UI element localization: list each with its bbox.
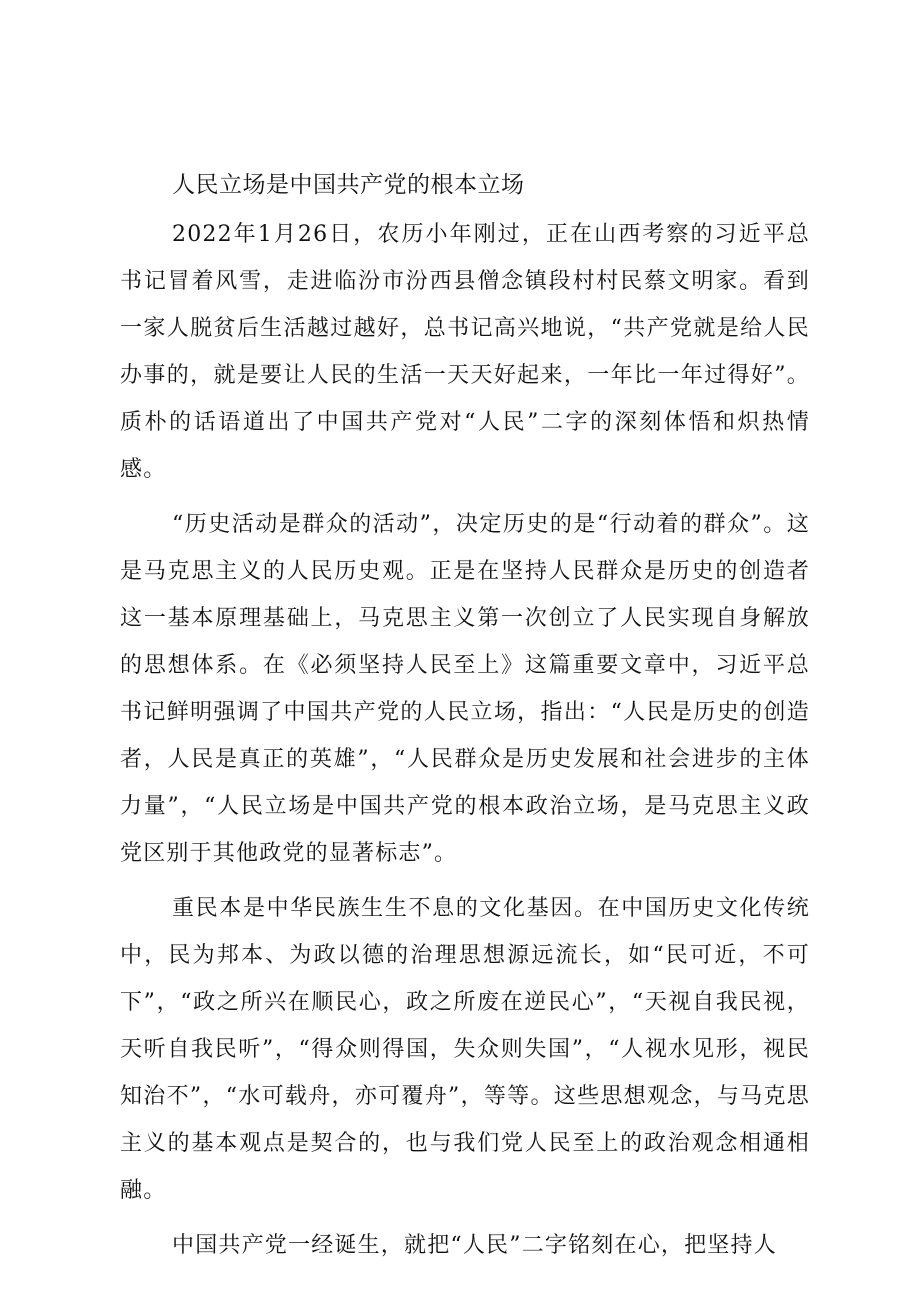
paragraph-2: “历史活动是群众的活动”，决定历史的是“行动着的群众”。这是马克思主义的人民历史观。正是在坚持人民群众是历史的创造者这一基本原理基础上，马克思主义第一次创立了人民实现自身解放的思想体系。在《必须坚持人民至上》这篇重要文章中，习近平总书记鲜明强调了中国共产党的人民立场，指出：“人民是历史的创造者，人民是真正的英雄”，“人民群众是历史发展和社会进步的主体力量”，“人民立场是中国共产党的根本政治立场，是马克思主义政党区别于其他政党的显著标志”。 xyxy=(120,512,810,866)
article-body xyxy=(120,165,810,1277)
article-title: 人民立场是中国共产党的根本立场 xyxy=(172,172,525,198)
paragraph-1: 2022年1月26日，农历小年刚过，正在山西考察的习近平总书记冒着风雪，走进临汾市汾西县僧念镇段村村民蔡文明家。看到一家人脱贫后生活越过越好，总书记高兴地说，“共产党就是给人民办事的，就是要让人民的生活一天天好起来，一年比一年过得好”。质朴的话语道出了中国共产党对“人民”二字的深刻体悟和炽热情感。 xyxy=(120,222,810,482)
paragraph-4: 中国共产党一经诞生，就把“人民”二字铭刻在心，把坚持人 xyxy=(172,1233,777,1258)
paragraph-3: 重民本是中华民族生生不息的文化基因。在中国历史文化传统中，民为邦本、为政以德的治理思想源远流长，如“民可近，不可下”，“政之所兴在顺民心，政之所废在逆民心”，“天视自我民视，天听自我民听”，“得众则得国，失众则失国”，“人视水见形，视民知治不”，“水可载舟，亦可覆舟”，等等。这些思想观念，与马克思主义的基本观点是契合的，也与我们党人民至上的政治观念相通相融。 xyxy=(120,896,810,1203)
